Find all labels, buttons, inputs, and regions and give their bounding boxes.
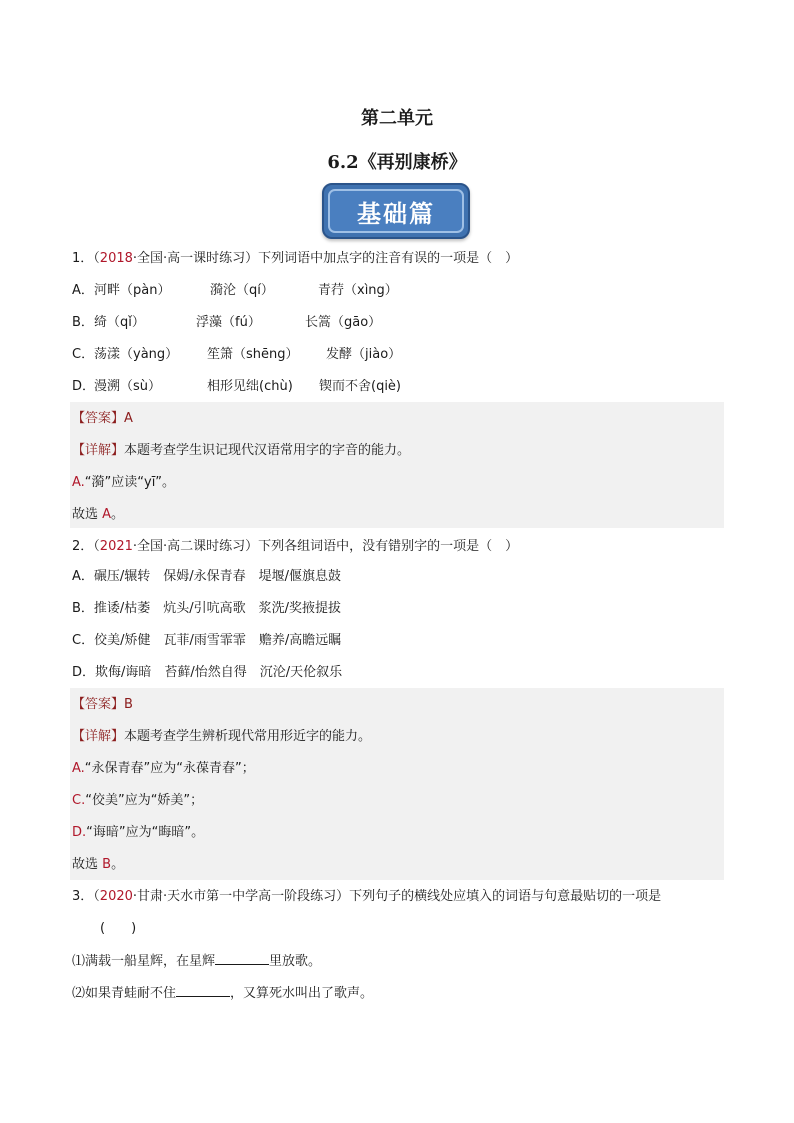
question-number: 3．: [72, 889, 94, 904]
option-letter: B．: [72, 601, 94, 616]
level-badge-inner: [328, 189, 464, 233]
question-source-open: （: [93, 889, 100, 904]
question-source-open: （: [93, 539, 100, 554]
question-text: 下列词语中加点字的注音有误的一项是（ ）: [258, 251, 519, 266]
q2-option-a: [72, 568, 341, 586]
option-letter: C．: [72, 347, 95, 362]
note-text: “漪”应读“yī”。: [84, 475, 176, 490]
answer-value: A: [124, 411, 133, 426]
answer-label: 【答案】: [72, 697, 125, 712]
question-source-year: 2021: [99, 539, 133, 554]
q2-option-d: [72, 664, 342, 682]
q1-option-a-item-3: 青荇（xìng）: [318, 283, 398, 298]
question-source-year: 2020: [99, 889, 133, 904]
note-prefix: A.: [72, 475, 85, 490]
answer-value: B: [124, 697, 133, 712]
option-letter: B．: [72, 315, 94, 330]
note-prefix: C.: [72, 793, 86, 808]
option-text: 推诿/枯萎 炕头/引吭高歌 浆洗/奖掖提拔: [93, 601, 342, 616]
note-text: “永保青春”应为“永葆青春”；: [84, 761, 255, 776]
conclusion-answer: B: [102, 857, 112, 872]
question-2-stem: [72, 538, 518, 556]
q1-option-b-item-3: 长篙（gāo）: [305, 315, 382, 330]
q1-answer-panel: [70, 402, 724, 528]
conclusion-post: 。: [111, 507, 125, 522]
question-source-year: 2018: [99, 251, 133, 266]
note-text: “诲暗”应为“晦暗”。: [86, 825, 205, 840]
q1-option-a-item-1: 河畔（pàn）: [94, 283, 171, 298]
question-text: 下列句子的横线处应填入的词语与句意最贴切的一项是: [349, 889, 662, 904]
answer-label: 【答案】: [72, 411, 125, 426]
question-source: ·全国·高一课时练习）: [132, 251, 259, 266]
detail-label: 【详解】: [72, 443, 125, 458]
q1-option-b-item-2: 浮藻（fú）: [196, 315, 261, 330]
q2-conclusion: [72, 856, 124, 874]
q3-answer-paren: ( ): [100, 921, 137, 936]
sentence-text-after: ，又算死水叫出了歌声。: [230, 986, 374, 1001]
question-number: 2．: [72, 539, 94, 554]
option-letter: A．: [72, 569, 94, 584]
unit-title: 第二单元: [361, 108, 433, 129]
question-text: 下列各组词语中，没有错别字的一项是（ ）: [258, 539, 519, 554]
note-prefix: D.: [72, 825, 87, 840]
conclusion-pre: 故选: [72, 507, 103, 522]
q1-option-d: [72, 378, 95, 396]
lesson-title: 6.2《再别康桥》: [327, 152, 467, 173]
q1-option-a: [72, 282, 94, 300]
q1-answer-line: [72, 410, 133, 428]
q2-note-2: [72, 792, 203, 810]
option-text: 欺侮/诲暗 苔藓/怡然自得 沉沦/天伦叙乐: [95, 665, 343, 680]
fill-blank[interactable]: [215, 952, 269, 965]
sentence-text-after: 里放歌。: [269, 954, 322, 969]
sentence-text-before: ⑴满载一船星辉，在星辉: [72, 954, 216, 969]
q2-option-b: [72, 600, 341, 618]
q2-answer-panel: [70, 688, 724, 880]
q2-note-1: [72, 760, 255, 778]
q1-note-1: [72, 474, 175, 492]
q2-detail-line: [72, 728, 371, 746]
detail-label: 【详解】: [72, 729, 125, 744]
option-text: 佼美/矫健 瓦菲/雨雪霏霏 赡养/高瞻远瞩: [94, 633, 342, 648]
note-text: “佼美”应为“娇美”；: [85, 793, 204, 808]
question-1-stem: [72, 250, 518, 268]
detail-text: 本题考查学生辨析现代常用形近字的能力。: [124, 729, 372, 744]
question-source: ·全国·高二课时练习）: [132, 539, 259, 554]
q1-option-d-item-3: 锲而不舍(qiè): [319, 379, 402, 394]
q1-option-b: [72, 314, 94, 332]
q1-option-c-item-2: 笙箫（shēng）: [207, 347, 299, 362]
q1-option-b-item-1: 绮（qǐ）: [94, 315, 145, 330]
question-number: 1．: [72, 251, 94, 266]
q1-option-c-item-1: 荡漾（yàng）: [94, 347, 179, 362]
conclusion-answer: A: [102, 507, 112, 522]
q3-sentence-2: [72, 984, 373, 1003]
q2-answer-line: [72, 696, 133, 714]
question-source-open: （: [93, 251, 100, 266]
option-letter: C．: [72, 633, 95, 648]
q1-option-c: [72, 346, 94, 364]
q1-option-a-item-2: 漪沦（qí）: [210, 283, 274, 298]
question-3-stem: [72, 888, 661, 906]
q3-sentence-1: [72, 952, 321, 971]
level-badge: [322, 183, 470, 239]
sentence-text-before: ⑵如果青蛙耐不住: [72, 986, 177, 1001]
q2-note-3: [72, 824, 204, 842]
note-prefix: A.: [72, 761, 85, 776]
level-badge-label: 基础篇: [357, 198, 435, 228]
option-letter: D．: [72, 379, 96, 394]
conclusion-pre: 故选: [72, 857, 103, 872]
fill-blank[interactable]: [176, 984, 230, 997]
option-letter: D．: [72, 665, 96, 680]
q2-option-c: [72, 632, 341, 650]
q1-option-c-item-3: 发酵（jiào）: [326, 347, 402, 362]
q1-detail-line: [72, 442, 410, 460]
q1-option-d-item-2: 相形见绌(chù): [207, 379, 293, 394]
question-source: ·甘肃·天水市第一中学高一阶段练习）: [132, 889, 350, 904]
detail-text: 本题考查学生识记现代汉语常用字的字音的能力。: [124, 443, 411, 458]
q1-option-d-item-1: 漫溯（sù）: [94, 379, 162, 394]
option-text: 碾压/辗转 保姆/永保青春 堤堰/偃旗息鼓: [93, 569, 342, 584]
conclusion-post: 。: [111, 857, 125, 872]
q1-conclusion: [72, 506, 124, 524]
option-letter: A．: [72, 283, 94, 298]
